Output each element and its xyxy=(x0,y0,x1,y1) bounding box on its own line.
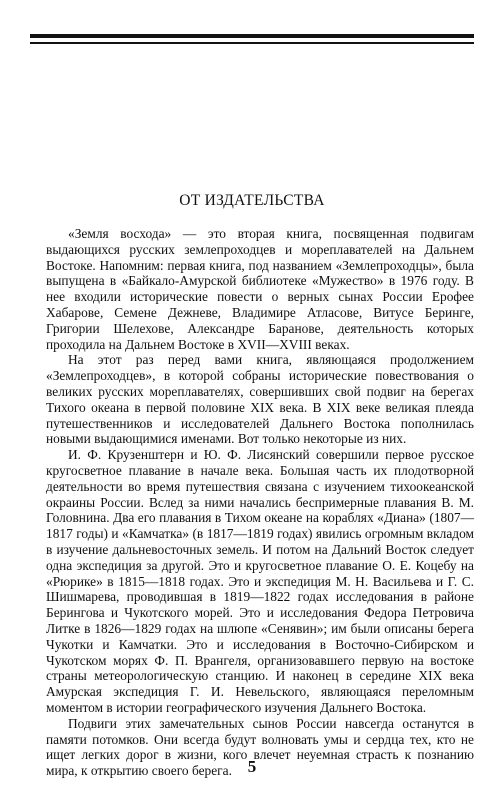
paragraph: Подвиги этих замечательных сынов России навсегда останутся в памяти потомков. Они всегда будут волновать умы и сердца тех, кто не ищет легких дорог в жизни, кого влечет неуемная страсть к познанию мира, к открытию своего берега. xyxy=(46,715,474,779)
header-rule-thick xyxy=(30,34,474,38)
header-rule-thin xyxy=(30,42,474,44)
paragraph: И. Ф. Крузенштерн и Ю. Ф. Лисянский совершили первое русское кругосветное плавание в начале века. Большая часть их плодотворной деятельности во время путешествия связана с изучением тихоокеанской окраины России. Вслед за ними начались беспримерные плавания В. М. Головнина. Два его плавания в Тихом океане на кораблях «Диана» (1807—1817 годы) и «Камчатка» (в 1817—1819 годах) явились огромным вкладом в изучение дальневосточных земель. И потом на Дальний Восток следует одна экспедиция за другой. Это и кругосветное плавание О. Е. Коцебу на «Рюрике» в 1815—1818 годах. Это и экспедиция М. Н. Васильева и Г. С. Шишмарева, проводившая в 1819—1822 годах исследования в районе Берингова и Чукотского морей. Это и исследования Федора Петровича Литке в 1826—1829 годах на шлюпе «Сенявин»; им были описаны берега Чукотки и Камчатки. Это и исследования в Восточно-Сибирском и Чукотском морях Ф. П. Врангеля, организовавшего первую на востоке страны метеорологическую станцию. И наконец в середине XIX века Амурская экспедиция Г. И. Невельского, являющаяся переломным моментом в истории географического изучения Дальнего Востока. xyxy=(46,447,474,715)
paragraph: На этот раз перед вами книга, являющаяся продолжением «Землепроходцев», в которой собраны исторические повествования о великих русских мореплавателях, совершивших свой подвиг на берегах Тихого океана в первой половине XIX века. В XIX веке великая плеяда путешественников и исследователей Дальнего Востока пополнилась новыми выдающимися именами. Вот только некоторые из них. xyxy=(46,352,474,447)
body-text xyxy=(46,226,474,779)
page-title: ОТ ИЗДАТЕЛЬСТВА xyxy=(179,192,325,209)
page-number: 5 xyxy=(247,757,257,776)
paragraph: «Земля восхода» — это вторая книга, посвященная подвигам выдающихся русских землепроходцев и мореплавателей на Дальнем Востоке. Напомним: первая книга, под названием «Землепроходцы», была выпущена в «Байкало-Амурской библиотеке «Мужество» в 1976 году. В нее входили исторические повести о верных сынах России Ерофее Хабарове, Семене Дежневе, Владимире Атласове, Витусе Беринге, Григории Шелехове, Александре Баранове, деятельность которых проходила на Дальнем Востоке в XVII—XVIII веках. xyxy=(46,226,474,352)
